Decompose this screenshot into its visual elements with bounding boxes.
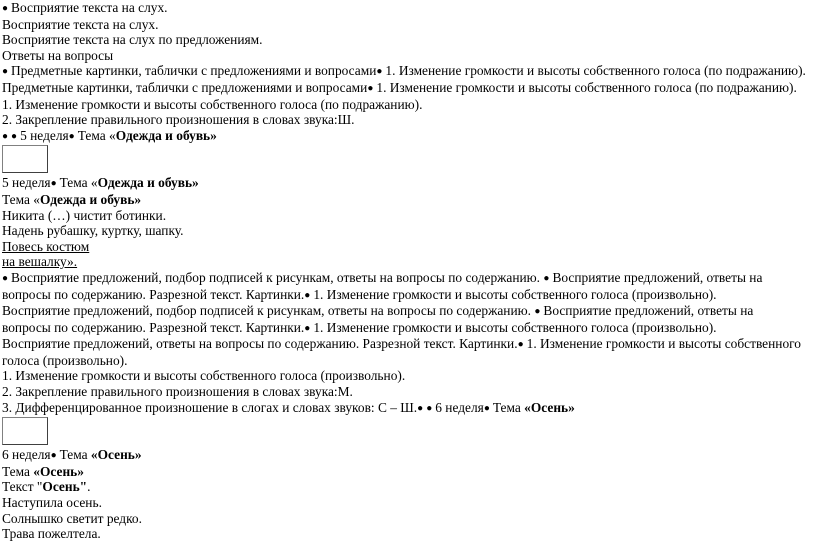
- topic-title: «Осень»: [524, 399, 575, 415]
- bullet-icon: ●: [517, 339, 524, 351]
- text-line: Ответы на вопросы: [2, 47, 114, 63]
- line-text: 1. Изменение громкости и высоты собственного голоса (по подражанию).: [376, 79, 797, 95]
- week-label: 6 неделя: [2, 447, 51, 463]
- paragraph: [2, 270, 802, 303]
- table-cell-box: [2, 145, 48, 173]
- text-line: [2, 63, 816, 80]
- bullet-icon: ●: [2, 272, 9, 284]
- para-text: Восприятие предложений, подбор подписей к рисункам, ответы на вопросы по содержанию.: [2, 303, 531, 319]
- line-text: 3. Дифференцированное произношение в слогах и словах звуков: С – Ш.: [2, 399, 418, 415]
- text-line: 1. Изменение громкости и высоты собственного голоса (произвольно).: [2, 368, 406, 384]
- line-text: Предметные картинки, таблички с предложениями и вопросами: [11, 63, 377, 79]
- tema-label: Тема: [492, 399, 525, 415]
- line-text: 1. Изменение громкости и высоты собственного голоса (по подражанию).: [385, 63, 806, 79]
- week-label: 6 неделя: [435, 399, 484, 415]
- heading-week-5: [2, 128, 816, 145]
- bullet-icon: ●: [50, 450, 57, 462]
- paragraph: [2, 303, 802, 336]
- text-line: на вешалку».: [2, 254, 78, 270]
- text-line: 1. Изменение громкости и высоты собственного голоса (по подражанию).: [2, 96, 423, 112]
- heading-topic: [2, 192, 816, 208]
- text-line: [2, 479, 816, 495]
- topic-title: «Осень»: [33, 463, 84, 479]
- tema-label: Тема «: [59, 175, 98, 191]
- para-text: Восприятие предложений, ответы на вопросы по содержанию. Разрезной текст. Картинки.: [2, 336, 518, 352]
- text-line: Повесь костюм: [2, 238, 90, 254]
- topic-title: Одежда и обувь»: [39, 191, 142, 207]
- bullet-icon: ●: [11, 130, 18, 142]
- bullet-icon: ●: [543, 272, 550, 284]
- paragraph: [2, 336, 802, 368]
- topic-title: Одежда и обувь»: [115, 127, 217, 143]
- bullet-icon: ●: [2, 66, 9, 78]
- table-cell-box: [2, 417, 48, 445]
- text-line: [2, 80, 816, 97]
- bullet-icon: ●: [426, 402, 433, 414]
- tema-label: Тема «: [77, 127, 116, 143]
- line-text: .: [87, 479, 91, 495]
- para-text: Восприятие предложений, подбор подписей к рисункам, ответы на вопросы по содержанию.: [11, 269, 541, 285]
- text-line: Наступила осень.: [2, 495, 102, 511]
- bullet-icon: ●: [68, 130, 75, 142]
- topic-title: «Осень»: [90, 447, 142, 463]
- bullet-icon: ●: [417, 402, 424, 414]
- heading-week-5: [2, 175, 816, 192]
- tema-label: Тема «: [2, 191, 40, 207]
- bullet-icon: ●: [2, 3, 9, 14]
- bullet-icon: ●: [2, 130, 9, 142]
- topic-title: Одежда и обувь»: [97, 175, 199, 191]
- bullet-icon: ●: [304, 289, 311, 301]
- text-line: 2. Закрепление правильного произношения в словах звука:М.: [2, 384, 353, 400]
- line-text: Восприятие текста на слух.: [11, 0, 168, 15]
- tema-label: Тема: [2, 463, 34, 479]
- text-line: [2, 400, 816, 417]
- bullet-icon: ●: [483, 402, 490, 414]
- para-text: 1. Изменение громкости и высоты собственного голоса (произвольно).: [313, 286, 717, 302]
- week-label: 5 неделя: [20, 127, 69, 143]
- heading-week-6: [2, 447, 816, 464]
- para-text: 1. Изменение громкости и высоты собственного голоса (произвольно).: [2, 336, 802, 368]
- tema-label: Тема: [59, 447, 91, 463]
- para-text: Восприятие предложений, ответы на вопросы по содержанию. Разрезной текст. Картинки.: [2, 269, 763, 302]
- bullet-icon: ●: [50, 178, 57, 190]
- text-line: 2. Закрепление правильного произношения в словах звука:Ш.: [2, 112, 355, 128]
- para-text: Восприятие предложений, ответы на вопросы по содержанию. Разрезной текст. Картинки.: [2, 303, 754, 335]
- line-text: Текст ": [2, 479, 43, 495]
- bullet-icon: ●: [534, 306, 541, 318]
- text-line: [2, 0, 816, 17]
- topic-title: Осень": [42, 479, 88, 495]
- week-label: 5 неделя: [2, 175, 51, 191]
- text-line: Надень рубашку, куртку, шапку.: [2, 223, 184, 239]
- bullet-icon: ●: [304, 322, 311, 334]
- bullet-icon: ●: [376, 66, 383, 78]
- text-line: Восприятие текста на слух по предложениям.: [2, 32, 263, 48]
- text-line: Восприятие текста на слух.: [2, 16, 159, 32]
- text-line: Трава пожелтела.: [2, 526, 101, 542]
- text-line: Солнышко светит редко.: [2, 510, 142, 526]
- line-text: Предметные картинки, таблички с предложениями и вопросами: [2, 79, 368, 95]
- text-line: Никита (…) чистит ботинки.: [2, 207, 167, 223]
- bullet-icon: ●: [367, 82, 374, 94]
- heading-topic: [2, 464, 816, 480]
- para-text: 1. Изменение громкости и высоты собственного голоса (произвольно).: [313, 319, 717, 335]
